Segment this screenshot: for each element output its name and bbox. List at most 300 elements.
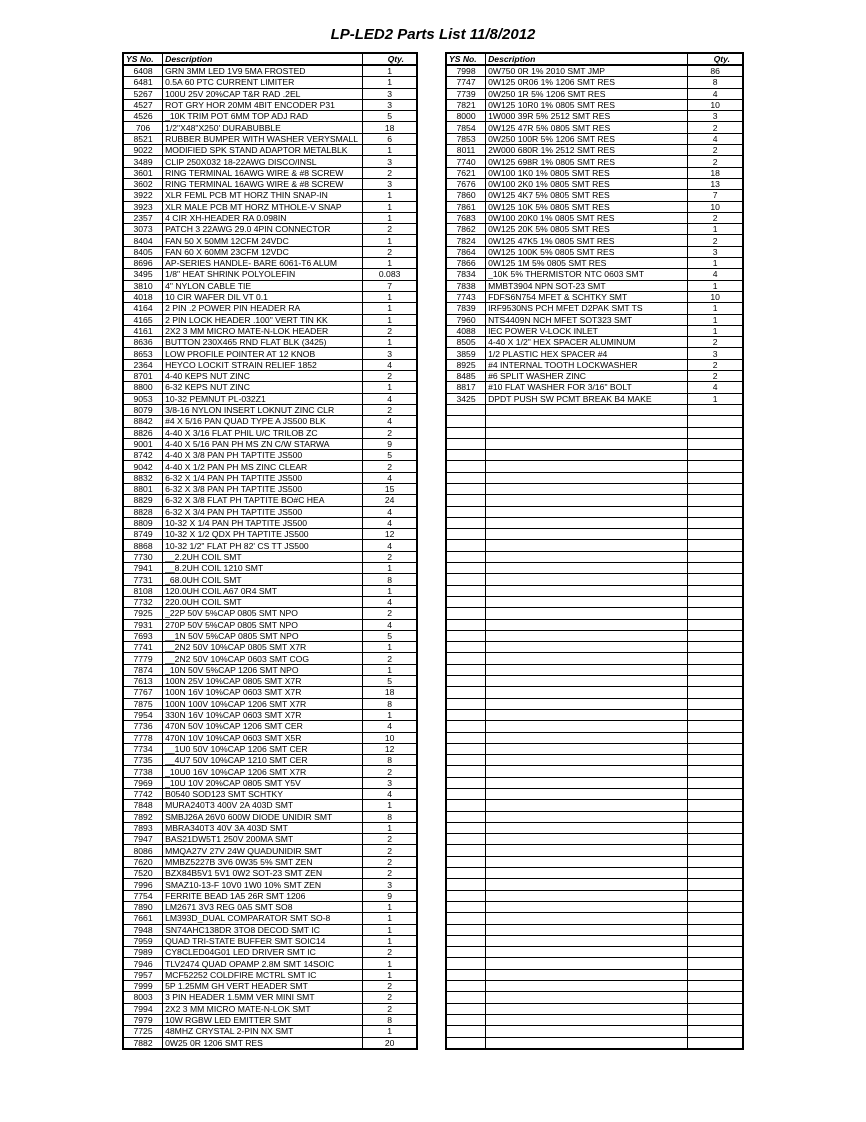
qty-cell [688, 856, 743, 867]
qty-cell: 1 [363, 291, 417, 302]
description-cell: FAN 60 X 60MM 23CFM 12VDC [163, 246, 363, 257]
table-row [123, 201, 417, 212]
empty-table-row [446, 642, 743, 653]
description-cell: 4-40 X 1/2" HEX SPACER ALUMINUM [486, 337, 688, 348]
empty-table-row [446, 901, 743, 912]
table-row [446, 178, 743, 189]
empty-table-row [446, 540, 743, 551]
ys-no-cell [446, 1026, 486, 1037]
description-cell: XLR MALE PCB MT HORZ MTHOLE-V SNAP [163, 201, 363, 212]
ys-no-cell: 3810 [123, 280, 163, 291]
qty-cell: 1 [363, 258, 417, 269]
ys-no-cell: 8086 [123, 845, 163, 856]
qty-cell [688, 585, 743, 596]
ys-no-cell: 8829 [123, 495, 163, 506]
ys-no-cell: 8405 [123, 246, 163, 257]
ys-no-cell: 3602 [123, 178, 163, 189]
ys-no-cell: 7613 [123, 676, 163, 687]
ys-no-cell: 7948 [123, 924, 163, 935]
ys-no-cell: 7778 [123, 732, 163, 743]
description-cell: 330N 16V 10%CAP 0603 SMT X7R [163, 709, 363, 720]
ys-no-cell [446, 676, 486, 687]
qty-cell: 3 [363, 178, 417, 189]
table-row [123, 766, 417, 777]
qty-cell: 18 [688, 167, 743, 178]
qty-cell: 1 [363, 212, 417, 223]
description-cell [486, 924, 688, 935]
ys-no-cell: 2364 [123, 359, 163, 370]
description-cell [486, 630, 688, 641]
ys-no-cell [446, 800, 486, 811]
ys-no-cell: 8749 [123, 529, 163, 540]
qty-cell: 4 [688, 269, 743, 280]
empty-table-row [446, 981, 743, 992]
qty-cell: 2 [688, 337, 743, 348]
qty-cell: 4 [363, 393, 417, 404]
table-row [123, 574, 417, 585]
description-cell: IRF9530NS PCH MFET D2PAK SMT TS [486, 303, 688, 314]
table-row [446, 359, 743, 370]
ys-no-cell: 8636 [123, 337, 163, 348]
qty-cell [688, 653, 743, 664]
table-row [123, 619, 417, 630]
table-row [446, 77, 743, 88]
qty-cell: 1 [363, 314, 417, 325]
ys-no-cell [446, 845, 486, 856]
description-cell: 0W125 10R0 1% 0805 SMT RES [486, 99, 688, 110]
parts-table-left-body [123, 65, 417, 1049]
description-cell [486, 461, 688, 472]
ys-no-cell: 7925 [123, 608, 163, 619]
ys-no-cell: 706 [123, 122, 163, 133]
ys-no-cell [446, 506, 486, 517]
empty-table-row [446, 1003, 743, 1014]
description-cell [486, 574, 688, 585]
ys-no-cell: 7779 [123, 653, 163, 664]
description-cell: _10U 10V 20%CAP 0805 SMT Y5V [163, 777, 363, 788]
qty-cell [688, 777, 743, 788]
qty-cell [688, 1003, 743, 1014]
ys-no-cell [446, 789, 486, 800]
description-cell: 0W125 698R 1% 0805 SMT RES [486, 156, 688, 167]
table-row [123, 1037, 417, 1049]
table-row [123, 461, 417, 472]
qty-cell: 2 [363, 224, 417, 235]
description-cell: MMBT3904 NPN SOT-23 SMT [486, 280, 688, 291]
empty-table-row [446, 472, 743, 483]
ys-no-cell: 3923 [123, 201, 163, 212]
table-row [123, 1003, 417, 1014]
description-cell [486, 438, 688, 449]
empty-table-row [446, 1014, 743, 1025]
table-row [123, 122, 417, 133]
qty-cell: 6 [363, 133, 417, 144]
table-row [123, 325, 417, 336]
qty-cell: 3 [688, 111, 743, 122]
ys-no-cell [446, 755, 486, 766]
qty-cell: 1 [363, 709, 417, 720]
ys-no-cell: 7866 [446, 258, 486, 269]
ys-no-cell [446, 1014, 486, 1025]
empty-table-row [446, 630, 743, 641]
description-cell [486, 540, 688, 551]
empty-table-row [446, 529, 743, 540]
ys-no-cell: 7989 [123, 947, 163, 958]
description-cell: 10W RGBW LED EMITTER SMT [163, 1014, 363, 1025]
qty-cell: 7 [688, 190, 743, 201]
ys-no-cell: 9053 [123, 393, 163, 404]
description-cell: _22P 50V 5%CAP 0805 SMT NPO [163, 608, 363, 619]
qty-cell [688, 755, 743, 766]
qty-cell [688, 483, 743, 494]
description-cell: 4" NYLON CABLE TIE [163, 280, 363, 291]
empty-table-row [446, 777, 743, 788]
description-cell [486, 596, 688, 607]
qty-cell: 12 [363, 529, 417, 540]
ys-no-cell [446, 461, 486, 472]
qty-cell: 2 [363, 325, 417, 336]
ys-no-cell: 7892 [123, 811, 163, 822]
ys-no-cell: 7875 [123, 698, 163, 709]
page-title: LP-LED2 Parts List 11/8/2012 [330, 26, 536, 43]
ys-no-cell: 8653 [123, 348, 163, 359]
ys-no-cell: 8696 [123, 258, 163, 269]
description-cell: MMBZ5227B 3V6 0W35 5% SMT ZEN [163, 856, 363, 867]
qty-cell: 1 [363, 822, 417, 833]
empty-table-row [446, 856, 743, 867]
ys-no-cell: 4527 [123, 99, 163, 110]
description-cell [486, 698, 688, 709]
description-cell [486, 901, 688, 912]
description-cell [486, 732, 688, 743]
qty-cell: 1 [363, 935, 417, 946]
qty-cell: 7 [363, 280, 417, 291]
ys-no-cell [446, 890, 486, 901]
qty-cell: 1 [363, 201, 417, 212]
description-cell [486, 653, 688, 664]
ys-no-cell: 3073 [123, 224, 163, 235]
description-cell: __2N2 50V 10%CAP 0805 SMT X7R [163, 642, 363, 653]
table-row [446, 325, 743, 336]
qty-cell: 5 [363, 111, 417, 122]
description-cell [486, 642, 688, 653]
qty-cell: 2 [363, 868, 417, 879]
qty-cell: 2 [688, 359, 743, 370]
empty-table-row [446, 879, 743, 890]
qty-cell: 1 [363, 913, 417, 924]
qty-cell [688, 438, 743, 449]
ys-no-cell: 9001 [123, 438, 163, 449]
ys-no-cell: 6408 [123, 65, 163, 77]
qty-cell [688, 472, 743, 483]
description-cell [486, 777, 688, 788]
table-row [446, 133, 743, 144]
qty-cell [688, 1037, 743, 1049]
qty-cell: 2 [363, 167, 417, 178]
table-row [446, 201, 743, 212]
description-cell [486, 822, 688, 833]
description-cell [486, 947, 688, 958]
qty-cell: 2 [363, 856, 417, 867]
qty-cell [688, 800, 743, 811]
table-row [123, 687, 417, 698]
table-row [123, 156, 417, 167]
description-cell: BAS21DW5T1 250V 200MA SMT [163, 834, 363, 845]
parts-table-right-body [446, 65, 743, 1049]
description-cell: FDFS6N754 MFET & SCHTKY SMT [486, 291, 688, 302]
qty-cell [688, 427, 743, 438]
table-row [123, 269, 417, 280]
qty-cell: 18 [363, 122, 417, 133]
qty-cell [688, 495, 743, 506]
table-row [123, 664, 417, 675]
description-cell: 0W125 100K 5% 0805 SMT RES [486, 246, 688, 257]
description-cell: IEC POWER V-LOCK INLET [486, 325, 688, 336]
ys-no-cell: 7969 [123, 777, 163, 788]
table-row [123, 563, 417, 574]
qty-cell: 2 [363, 947, 417, 958]
description-cell: MBRA340T3 40V 3A 403D SMT [163, 822, 363, 833]
description-cell: 0W100 20K0 1% 0805 SMT RES [486, 212, 688, 223]
description-cell: NTS4409N NCH MFET SOT323 SMT [486, 314, 688, 325]
table-row [123, 472, 417, 483]
qty-cell [688, 935, 743, 946]
qty-cell [688, 517, 743, 528]
ys-no-cell [446, 438, 486, 449]
qty-cell [688, 540, 743, 551]
table-row [123, 167, 417, 178]
qty-cell: 9 [363, 438, 417, 449]
qty-cell: 8 [363, 1014, 417, 1025]
ys-no-cell: 7620 [123, 856, 163, 867]
qty-cell [688, 947, 743, 958]
description-cell: __1N 50V 5%CAP 0805 SMT NPO [163, 630, 363, 641]
qty-cell [688, 619, 743, 630]
ys-no-cell: 4161 [123, 325, 163, 336]
empty-table-row [446, 483, 743, 494]
qty-cell: 1 [363, 563, 417, 574]
ys-no-cell [446, 630, 486, 641]
description-cell [486, 619, 688, 630]
table-row [123, 506, 417, 517]
ys-no-cell: 3489 [123, 156, 163, 167]
description-cell: 2X2 3 MM MICRO MATE-N-LOK HEADER [163, 325, 363, 336]
qty-cell: 4 [363, 721, 417, 732]
empty-table-row [446, 450, 743, 461]
qty-cell: 5 [363, 630, 417, 641]
ys-no-header: YS No. [446, 53, 486, 65]
ys-no-cell: 7693 [123, 630, 163, 641]
description-cell [486, 811, 688, 822]
ys-no-cell [446, 698, 486, 709]
ys-no-cell: 7743 [446, 291, 486, 302]
description-cell: MMQA27V 27V 24W QUADUNIDIR SMT [163, 845, 363, 856]
description-cell: SMAZ10-13-F 10V0 1W0 10% SMT ZEN [163, 879, 363, 890]
table-row [446, 145, 743, 156]
ys-no-cell [446, 653, 486, 664]
description-cell: FAN 50 X 50MM 12CFM 24VDC [163, 235, 363, 246]
table-row [446, 348, 743, 359]
table-row [123, 438, 417, 449]
table-row [446, 99, 743, 110]
description-cell [486, 800, 688, 811]
description-cell: 3 PIN HEADER 1.5MM VER MINI SMT [163, 992, 363, 1003]
ys-no-cell: 8828 [123, 506, 163, 517]
description-cell: 6-32 X 1/4 PAN PH TAPTITE JS500 [163, 472, 363, 483]
qty-cell [688, 924, 743, 935]
ys-no-cell: 4164 [123, 303, 163, 314]
ys-no-cell: 7732 [123, 596, 163, 607]
table-row [446, 235, 743, 246]
ys-no-cell: 8079 [123, 404, 163, 415]
table-row [123, 348, 417, 359]
qty-cell [688, 969, 743, 980]
qty-cell: 1 [363, 145, 417, 156]
description-cell: 10-32 1/2" FLAT PH 82' CS TT JS500 [163, 540, 363, 551]
table-row [446, 371, 743, 382]
table-row [446, 291, 743, 302]
description-cell: 120.0UH COIL A67 0R4 SMT [163, 585, 363, 596]
table-row [123, 596, 417, 607]
description-cell: _68.0UH COIL SMT [163, 574, 363, 585]
description-cell: 2 PIN LOCK HEADER .100" VERT TIN KK [163, 314, 363, 325]
qty-cell: 3 [363, 88, 417, 99]
qty-cell: 8 [363, 811, 417, 822]
table-row [123, 303, 417, 314]
table-row [446, 224, 743, 235]
table-row [123, 992, 417, 1003]
qty-header: Qty. [363, 53, 417, 65]
ys-no-cell: 8521 [123, 133, 163, 144]
qty-cell: 1 [688, 393, 743, 404]
ys-no-cell: 7741 [123, 642, 163, 653]
empty-table-row [446, 732, 743, 743]
qty-cell: 1 [363, 303, 417, 314]
qty-cell: 2 [363, 653, 417, 664]
qty-cell [688, 992, 743, 1003]
ys-no-cell: 8925 [446, 359, 486, 370]
ys-no-cell: 7736 [123, 721, 163, 732]
ys-no-cell: 8800 [123, 382, 163, 393]
description-cell: 48MHZ CRYSTAL 2-PIN NX SMT [163, 1026, 363, 1037]
qty-cell: 24 [363, 495, 417, 506]
table-row [123, 212, 417, 223]
qty-cell: 3 [688, 246, 743, 257]
description-cell: 100N 25V 10%CAP 0805 SMT X7R [163, 676, 363, 687]
description-cell: 0W125 4K7 5% 0805 SMT RES [486, 190, 688, 201]
ys-no-cell: 8801 [123, 483, 163, 494]
table-row [123, 540, 417, 551]
ys-no-cell: 7979 [123, 1014, 163, 1025]
description-cell: 4-40 X 1/2 PAN PH MS ZINC CLEAR [163, 461, 363, 472]
empty-table-row [446, 461, 743, 472]
qty-cell: 2 [363, 992, 417, 1003]
ys-no-cell: 7834 [446, 269, 486, 280]
empty-table-row [446, 1026, 743, 1037]
qty-cell [688, 404, 743, 415]
table-row [123, 856, 417, 867]
empty-table-row [446, 495, 743, 506]
ys-no-cell: 3495 [123, 269, 163, 280]
description-cell: BUTTON 230X465 RND FLAT BLK (3425) [163, 337, 363, 348]
ys-no-cell: 8003 [123, 992, 163, 1003]
qty-cell: 2 [688, 145, 743, 156]
description-cell: 0W750 0R 1% 2010 SMT JMP [486, 65, 688, 77]
qty-cell: 2 [363, 608, 417, 619]
table-row [123, 789, 417, 800]
qty-cell: 5 [363, 676, 417, 687]
ys-no-cell: 7754 [123, 890, 163, 901]
table-row [123, 235, 417, 246]
ys-no-cell [446, 642, 486, 653]
description-cell: __4U7 50V 10%CAP 1210 SMT CER [163, 755, 363, 766]
description-cell: LM2671 3V3 REG 0A5 SMT SO8 [163, 901, 363, 912]
description-cell: _10U0 16V 10%CAP 1206 SMT X7R [163, 766, 363, 777]
description-cell: BZX84B5V1 5V1 0W2 SOT-23 SMT ZEN [163, 868, 363, 879]
ys-no-cell: 7957 [123, 969, 163, 980]
description-cell: 1/2"X48"X250' DURABUBBLE [163, 122, 363, 133]
table-row [123, 495, 417, 506]
description-cell: TLV2474 QUAD OPAMP 2.8M SMT 14SOIC [163, 958, 363, 969]
description-cell: _10K TRIM POT 6MM TOP ADJ RAD [163, 111, 363, 122]
empty-table-row [446, 800, 743, 811]
qty-cell [688, 890, 743, 901]
ys-no-cell: 8505 [446, 337, 486, 348]
table-row [123, 382, 417, 393]
description-cell: 1/8" HEAT SHRINK POLYOLEFIN [163, 269, 363, 280]
description-cell: PATCH 3 22AWG 29.0 4PIN CONNECTOR [163, 224, 363, 235]
ys-no-cell: 7683 [446, 212, 486, 223]
ys-no-cell [446, 1037, 486, 1049]
ys-no-cell [446, 483, 486, 494]
empty-table-row [446, 743, 743, 754]
description-cell: 6-32 X 3/8 PAN PH TAPTITE JS500 [163, 483, 363, 494]
description-cell: SMBJ26A 26V0 600W DIODE UNIDIR SMT [163, 811, 363, 822]
description-cell [486, 1037, 688, 1049]
table-row [123, 958, 417, 969]
description-cell: 1W000 39R 5% 2512 SMT RES [486, 111, 688, 122]
description-cell: CY8CLED04G01 LED DRIVER SMT IC [163, 947, 363, 958]
table-row [123, 732, 417, 743]
ys-no-cell [446, 495, 486, 506]
ys-no-cell: 7740 [446, 156, 486, 167]
description-cell: MURA240T3 400V 2A 403D SMT [163, 800, 363, 811]
ys-no-cell: 7994 [123, 1003, 163, 1014]
description-cell: RUBBER BUMPER WITH WASHER VERYSMALL [163, 133, 363, 144]
description-cell [486, 676, 688, 687]
description-cell: 0W25 0R 1206 SMT RES [163, 1037, 363, 1049]
description-cell: MCF52252 COLDFIRE MCTRL SMT IC [163, 969, 363, 980]
qty-cell: 4 [363, 506, 417, 517]
ys-no-cell [446, 585, 486, 596]
description-cell: LM393D_DUAL COMPARATOR SMT SO-8 [163, 913, 363, 924]
ys-no-cell [446, 551, 486, 562]
ys-no-cell [446, 619, 486, 630]
ys-no-cell: 7621 [446, 167, 486, 178]
table-row [123, 642, 417, 653]
ys-no-cell: 6481 [123, 77, 163, 88]
table-row [123, 88, 417, 99]
description-cell [486, 890, 688, 901]
qty-cell: 1 [688, 224, 743, 235]
ys-no-cell [446, 563, 486, 574]
empty-table-row [446, 766, 743, 777]
description-cell: DPDT PUSH SW PCMT BREAK B4 MAKE [486, 393, 688, 404]
description-cell [486, 868, 688, 879]
table-row [123, 99, 417, 110]
description-cell: 4 CIR XH-HEADER RA 0.098IN [163, 212, 363, 223]
description-cell: FERRITE BEAD 1A5 26R SMT 1206 [163, 890, 363, 901]
